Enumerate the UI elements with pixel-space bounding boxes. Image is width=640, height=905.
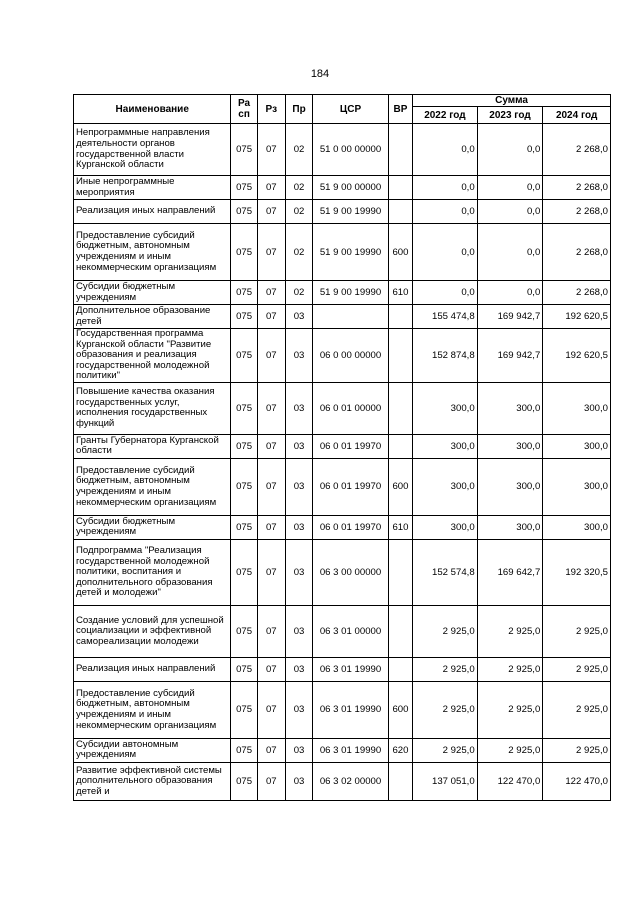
cell-csr: 06 0 01 00000: [313, 382, 389, 434]
cell-rasp: 075: [231, 605, 257, 657]
cell-vr: [388, 200, 412, 224]
cell-y2023: 0,0: [477, 281, 543, 305]
cell-csr: 06 0 01 19970: [313, 515, 389, 539]
cell-rz: 07: [257, 224, 285, 281]
cell-csr: 06 3 02 00000: [313, 762, 389, 800]
cell-rz: 07: [257, 434, 285, 458]
cell-rasp: 075: [231, 176, 257, 200]
cell-vr: [388, 434, 412, 458]
cell-pr: 03: [285, 539, 312, 605]
cell-y2022: 0,0: [413, 200, 478, 224]
cell-rasp: 075: [231, 329, 257, 383]
cell-y2024: 122 470,0: [543, 762, 611, 800]
cell-csr: 06 3 01 00000: [313, 605, 389, 657]
cell-vr: 600: [388, 224, 412, 281]
cell-pr: 03: [285, 329, 312, 383]
cell-pr: 03: [285, 515, 312, 539]
cell-y2022: 2 925,0: [413, 605, 478, 657]
cell-vr: [388, 329, 412, 383]
cell-y2024: 192 620,5: [543, 329, 611, 383]
cell-rasp: 075: [231, 224, 257, 281]
table-row: [74, 681, 611, 738]
cell-rasp: 075: [231, 200, 257, 224]
cell-y2024: 300,0: [543, 434, 611, 458]
table-body: [74, 124, 611, 801]
cell-y2023: 2 925,0: [477, 681, 543, 738]
cell-csr: 06 0 00 00000: [313, 329, 389, 383]
cell-y2024: 2 925,0: [543, 657, 611, 681]
table-row: [74, 539, 611, 605]
cell-vr: [388, 657, 412, 681]
table-row: [74, 200, 611, 224]
cell-rasp: 075: [231, 515, 257, 539]
cell-pr: 02: [285, 224, 312, 281]
cell-y2023: 300,0: [477, 458, 543, 515]
table-row: [74, 434, 611, 458]
table-row: [74, 382, 611, 434]
table-row: [74, 329, 611, 383]
table-row: [74, 458, 611, 515]
cell-rz: 07: [257, 305, 285, 329]
cell-csr: 51 9 00 19990: [313, 281, 389, 305]
table-row: [74, 762, 611, 800]
cell-name: Создание условий для успешной социализации и эффективной самореализации молодежи: [74, 605, 231, 657]
cell-csr: 06 3 00 00000: [313, 539, 389, 605]
cell-y2023: 0,0: [477, 176, 543, 200]
cell-rasp: 075: [231, 305, 257, 329]
cell-vr: 600: [388, 681, 412, 738]
cell-rz: 07: [257, 281, 285, 305]
cell-pr: 02: [285, 281, 312, 305]
cell-pr: 03: [285, 305, 312, 329]
header-vr: ВР: [388, 95, 412, 124]
cell-csr: 06 3 01 19990: [313, 657, 389, 681]
cell-csr: 06 3 01 19990: [313, 738, 389, 762]
cell-name: Реализация иных направлений: [74, 200, 231, 224]
cell-rasp: 075: [231, 681, 257, 738]
cell-name: Субсидии бюджетным учреждениям: [74, 281, 231, 305]
header-rasp: Ра сп: [231, 95, 257, 124]
table-row: [74, 176, 611, 200]
cell-csr: [313, 305, 389, 329]
table-row: [74, 657, 611, 681]
cell-y2023: 0,0: [477, 124, 543, 176]
cell-pr: 03: [285, 434, 312, 458]
cell-rasp: 075: [231, 657, 257, 681]
cell-rasp: 075: [231, 382, 257, 434]
cell-vr: [388, 176, 412, 200]
cell-name: Развитие эффективной системы дополнительного образования детей и: [74, 762, 231, 800]
cell-pr: 02: [285, 124, 312, 176]
cell-rz: 07: [257, 458, 285, 515]
cell-y2023: 0,0: [477, 200, 543, 224]
cell-rz: 07: [257, 605, 285, 657]
cell-y2024: 2 925,0: [543, 681, 611, 738]
cell-y2022: 2 925,0: [413, 657, 478, 681]
cell-rasp: 075: [231, 458, 257, 515]
cell-pr: 03: [285, 382, 312, 434]
cell-y2022: 0,0: [413, 124, 478, 176]
cell-pr: 03: [285, 762, 312, 800]
cell-y2024: 2 268,0: [543, 224, 611, 281]
cell-name: Субсидии автономным учреждениям: [74, 738, 231, 762]
cell-pr: 03: [285, 605, 312, 657]
cell-rasp: 075: [231, 124, 257, 176]
header-2023: 2023 год: [477, 107, 543, 124]
cell-rasp: 075: [231, 281, 257, 305]
cell-y2024: 2 268,0: [543, 200, 611, 224]
cell-pr: 02: [285, 200, 312, 224]
cell-pr: 03: [285, 458, 312, 515]
cell-y2024: 192 620,5: [543, 305, 611, 329]
cell-csr: 51 9 00 19990: [313, 200, 389, 224]
cell-name: Субсидии бюджетным учреждениям: [74, 515, 231, 539]
cell-y2023: 169 642,7: [477, 539, 543, 605]
table-row: [74, 605, 611, 657]
cell-y2022: 152 874,8: [413, 329, 478, 383]
cell-name: Дополнительное образование детей: [74, 305, 231, 329]
cell-vr: 620: [388, 738, 412, 762]
cell-rz: 07: [257, 762, 285, 800]
cell-y2023: 300,0: [477, 515, 543, 539]
header-csr: ЦСР: [313, 95, 389, 124]
cell-y2024: 300,0: [543, 515, 611, 539]
cell-y2023: 2 925,0: [477, 605, 543, 657]
cell-rz: 07: [257, 657, 285, 681]
cell-y2022: 155 474,8: [413, 305, 478, 329]
cell-rasp: 075: [231, 434, 257, 458]
header-sum: Сумма: [413, 95, 611, 107]
cell-y2024: 2 268,0: [543, 281, 611, 305]
cell-y2022: 300,0: [413, 434, 478, 458]
cell-y2023: 0,0: [477, 224, 543, 281]
cell-name: Гранты Губернатора Курганской области: [74, 434, 231, 458]
cell-rz: 07: [257, 515, 285, 539]
cell-y2022: 2 925,0: [413, 738, 478, 762]
cell-y2022: 300,0: [413, 458, 478, 515]
cell-y2022: 0,0: [413, 176, 478, 200]
cell-vr: [388, 382, 412, 434]
cell-y2023: 300,0: [477, 434, 543, 458]
cell-name: Иные непрограммные мероприятия: [74, 176, 231, 200]
cell-vr: [388, 305, 412, 329]
cell-name: Непрограммные направления деятельности органов государственной власти Курганской области: [74, 124, 231, 176]
cell-y2022: 0,0: [413, 224, 478, 281]
cell-name: Предоставление субсидий бюджетным, автономным учреждениям и иным некоммерческим организациям: [74, 681, 231, 738]
cell-csr: 51 0 00 00000: [313, 124, 389, 176]
cell-rz: 07: [257, 681, 285, 738]
cell-pr: 03: [285, 657, 312, 681]
cell-y2022: 152 574,8: [413, 539, 478, 605]
table-row: [74, 281, 611, 305]
table-row: [74, 738, 611, 762]
cell-rz: 07: [257, 200, 285, 224]
cell-csr: 06 0 01 19970: [313, 458, 389, 515]
cell-y2023: 300,0: [477, 382, 543, 434]
cell-name: Реализация иных направлений: [74, 657, 231, 681]
cell-y2022: 300,0: [413, 515, 478, 539]
cell-rasp: 075: [231, 738, 257, 762]
cell-rz: 07: [257, 738, 285, 762]
header-name: Наименование: [74, 95, 231, 124]
cell-name: Государственная программа Курганской области "Развитие образования и реализация государственной молодежной политики": [74, 329, 231, 383]
cell-y2024: 192 320,5: [543, 539, 611, 605]
cell-rasp: 075: [231, 762, 257, 800]
cell-y2024: 2 268,0: [543, 176, 611, 200]
cell-y2023: 2 925,0: [477, 738, 543, 762]
cell-vr: 610: [388, 515, 412, 539]
cell-vr: [388, 762, 412, 800]
cell-rz: 07: [257, 382, 285, 434]
cell-y2023: 169 942,7: [477, 305, 543, 329]
cell-csr: 51 9 00 19990: [313, 224, 389, 281]
cell-y2024: 2 925,0: [543, 738, 611, 762]
cell-rz: 07: [257, 176, 285, 200]
table-row: [74, 515, 611, 539]
cell-y2023: 2 925,0: [477, 657, 543, 681]
cell-rz: 07: [257, 329, 285, 383]
cell-y2022: 2 925,0: [413, 681, 478, 738]
cell-csr: 06 0 01 19970: [313, 434, 389, 458]
table-row: [74, 305, 611, 329]
cell-y2022: 137 051,0: [413, 762, 478, 800]
cell-y2024: 300,0: [543, 458, 611, 515]
cell-y2023: 122 470,0: [477, 762, 543, 800]
cell-y2023: 169 942,7: [477, 329, 543, 383]
cell-csr: 51 9 00 00000: [313, 176, 389, 200]
cell-rasp: 075: [231, 539, 257, 605]
table-row: [74, 124, 611, 176]
cell-vr: 600: [388, 458, 412, 515]
header-2024: 2024 год: [543, 107, 611, 124]
header-2022: 2022 год: [413, 107, 478, 124]
cell-y2024: 2 268,0: [543, 124, 611, 176]
cell-pr: 03: [285, 681, 312, 738]
cell-name: Предоставление субсидий бюджетным, автономным учреждениям и иным некоммерческим организациям: [74, 458, 231, 515]
page-number: 184: [310, 68, 330, 80]
cell-y2022: 300,0: [413, 382, 478, 434]
cell-name: Предоставление субсидий бюджетным, автономным учреждениям и иным некоммерческим организациям: [74, 224, 231, 281]
cell-pr: 03: [285, 738, 312, 762]
cell-pr: 02: [285, 176, 312, 200]
cell-y2024: 300,0: [543, 382, 611, 434]
cell-name: Повышение качества оказания государственных услуг, исполнения государственных функций: [74, 382, 231, 434]
cell-csr: 06 3 01 19990: [313, 681, 389, 738]
table-row: [74, 224, 611, 281]
header-rz: Рз: [257, 95, 285, 124]
cell-rz: 07: [257, 539, 285, 605]
cell-vr: 610: [388, 281, 412, 305]
cell-y2024: 2 925,0: [543, 605, 611, 657]
budget-table: [73, 94, 611, 801]
cell-y2022: 0,0: [413, 281, 478, 305]
cell-vr: [388, 539, 412, 605]
cell-vr: [388, 605, 412, 657]
cell-rz: 07: [257, 124, 285, 176]
cell-name: Подпрограмма "Реализация государственной молодежной политики, воспитания и дополнительного образования детей и молодежи": [74, 539, 231, 605]
header-pr: Пр: [285, 95, 312, 124]
cell-vr: [388, 124, 412, 176]
